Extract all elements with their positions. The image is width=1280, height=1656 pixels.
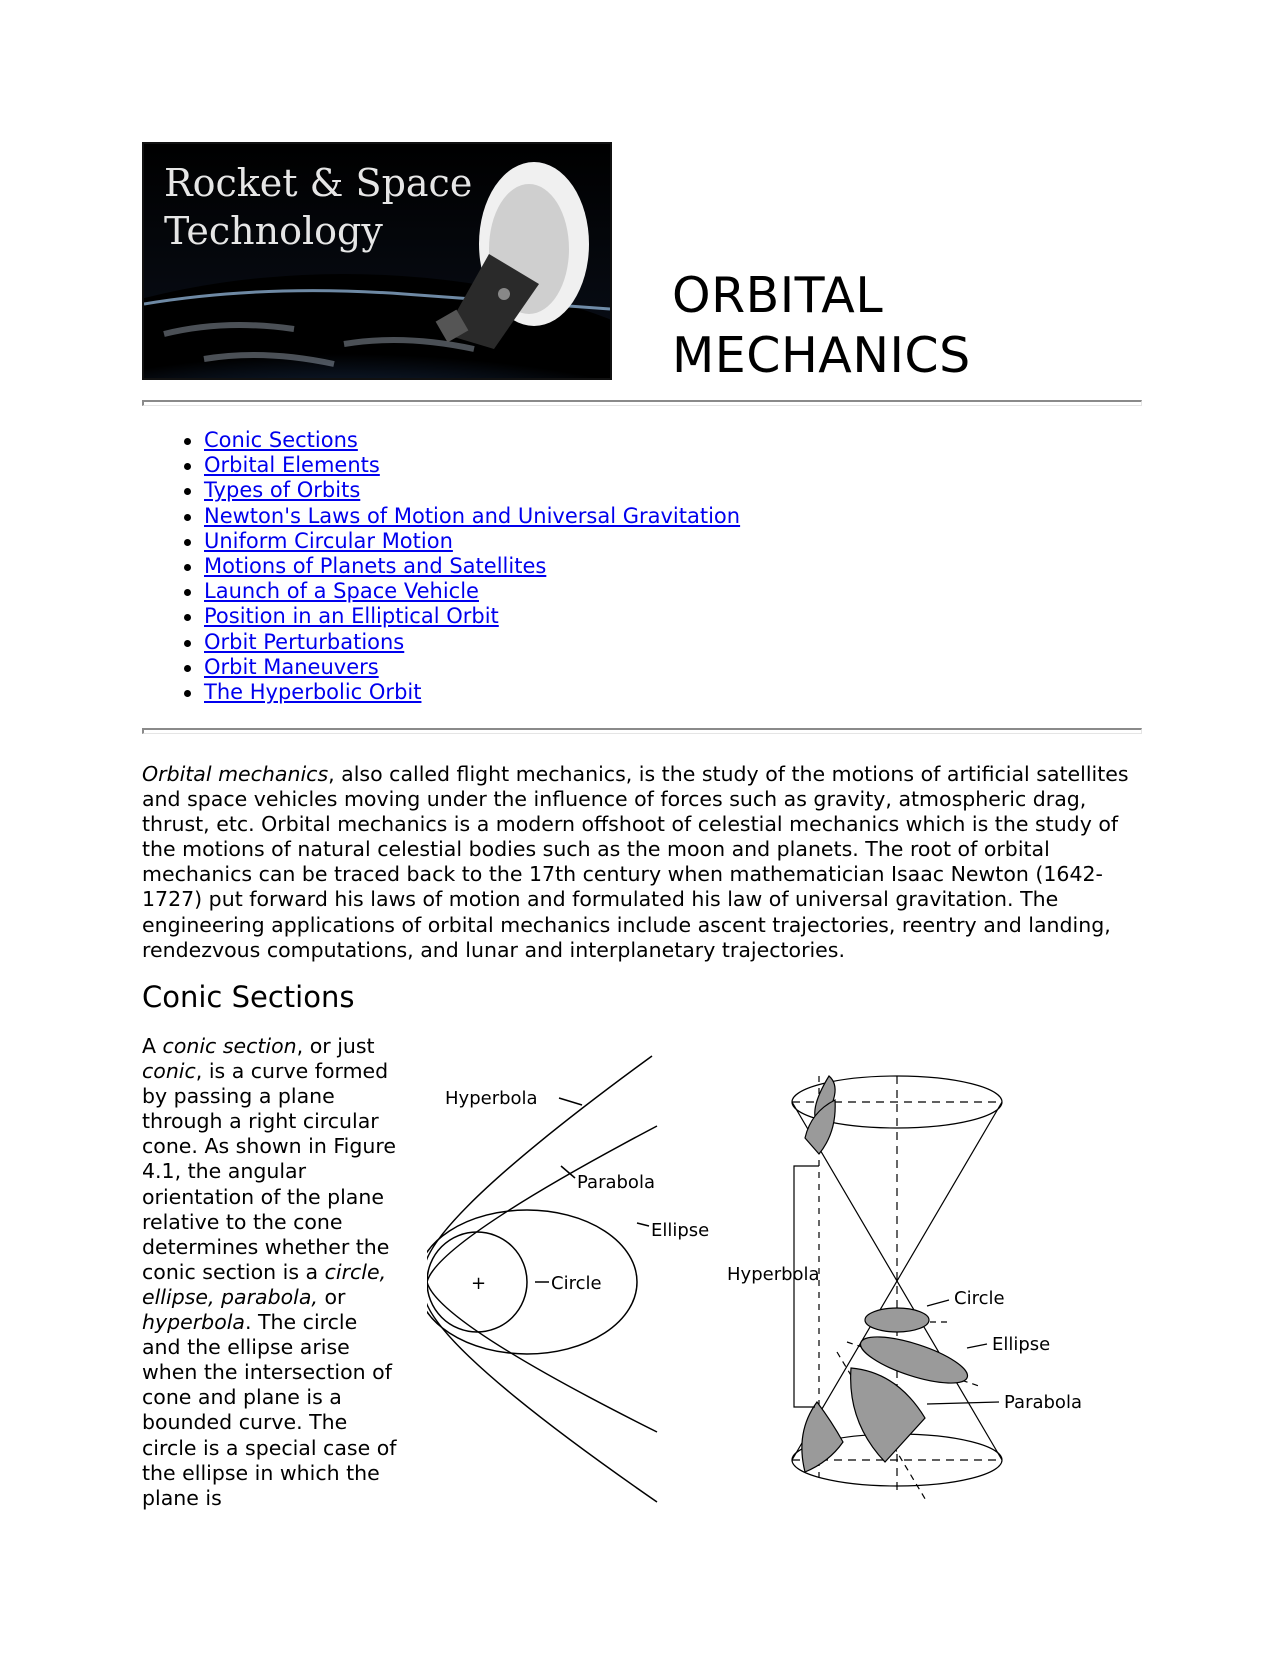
hyperbola-leader (559, 1098, 582, 1105)
conic-text-2: , or just (296, 1034, 375, 1058)
label-hyperbola-left: Hyperbola (445, 1088, 538, 1109)
ellipse-curve (427, 1210, 637, 1354)
label-hyperbola-right: Hyperbola (727, 1264, 820, 1285)
banner-line2: Technology (164, 209, 383, 253)
toc-item (204, 478, 740, 503)
conic-em-4: hyperbola (142, 1310, 245, 1335)
banner-line1: Rocket & Space (164, 161, 473, 205)
label-circle-left: Circle (551, 1273, 602, 1294)
label-parabola-right: Parabola (1004, 1392, 1082, 1413)
parabola-section (851, 1368, 925, 1462)
label-ellipse-right: Ellipse (992, 1334, 1051, 1355)
ellipse-leader (637, 1223, 649, 1226)
conic-text-4: or (317, 1284, 346, 1309)
figure-conic-sections (427, 1042, 1142, 1512)
label-circle-right: Circle (954, 1288, 1005, 1309)
toc-item (204, 428, 740, 453)
toc-item (204, 604, 740, 629)
toc-link-orbital-elements[interactable]: Orbital Elements (204, 453, 380, 478)
toc-item (204, 453, 740, 478)
divider-top (142, 400, 1142, 406)
ellipse-right-leader (967, 1344, 987, 1348)
page (142, 142, 1142, 1510)
label-ellipse-left: Ellipse (651, 1220, 710, 1241)
parabola-right-leader (927, 1402, 999, 1404)
toc-item (204, 529, 740, 554)
conic-em-3: circle, ellipse, parabola, (142, 1259, 387, 1309)
toc-link-newtons-laws[interactable]: Newton's Laws of Motion and Universal Gravitation (204, 503, 741, 528)
conic-paragraph (142, 1034, 397, 1511)
divider-bottom (142, 728, 1142, 734)
toc-item (204, 554, 740, 579)
page-title (672, 266, 971, 386)
lower-hyperbola-section (802, 1402, 843, 1472)
conic-em-2: conic (142, 1059, 196, 1084)
hyperbola-curve (427, 1056, 657, 1502)
circle-right-leader (927, 1300, 949, 1306)
toc-link-conic-sections[interactable]: Conic Sections (204, 428, 358, 452)
label-parabola-left: Parabola (577, 1172, 655, 1193)
banner-image (142, 142, 612, 380)
toc-item (204, 630, 740, 655)
intro-term: Orbital mechanics (142, 762, 329, 786)
conic-text-5: . The circle and the ellipse arise when the intersection of cone and plane is a bounded curve. The circle is a special case of the ellipse in which the plane is (142, 1310, 397, 1510)
page-title-line2: MECHANICS (672, 327, 971, 384)
section-heading-conic: Conic Sections (142, 980, 355, 1014)
toc-link-orbit-maneuvers[interactable]: Orbit Maneuvers (204, 654, 379, 679)
circle-section (865, 1308, 929, 1332)
toc-link-launch-space-vehicle[interactable]: Launch of a Space Vehicle (204, 579, 479, 604)
intro-text: , also called flight mechanics, is the study of the motions of artificial satellites and space vehicles moving under the influence of forces such as gravity, atmospheric drag, thrust, etc. Orbital mechanics is a modern offshoot of celestial mechanics which is the study of the motions of natural celestial bodies such as the moon and planets. The root of orbital mechanics can be traced back to the 17th century when mathematician Isaac Newton (1642-1727) put forward his laws of motion and formulated his law of universal gravitation. The engineering applications of orbital mechanics include ascent trajectories, reentry and landing, rendezvous computations, and lunar and interplanetary trajectories. (142, 762, 1129, 962)
toc-link-types-of-orbits[interactable]: Types of Orbits (204, 478, 361, 503)
conic-text-3: , is a curve formed by passing a plane through a right circular cone. As shown in Figure 4.1, the angular orientation of the plane relative to the cone determines whether the conic section is a (142, 1059, 396, 1284)
conic-diagram (427, 1042, 1142, 1512)
toc-link-orbit-perturbations[interactable]: Orbit Perturbations (204, 629, 405, 654)
intro-paragraph (142, 762, 1142, 963)
header (142, 142, 1142, 382)
conic-curves-diagram (427, 1056, 657, 1502)
toc-item (204, 504, 740, 529)
conic-em-1: conic section (162, 1034, 297, 1058)
toc-link-position-elliptical-orbit[interactable]: Position in an Elliptical Orbit (204, 604, 499, 629)
toc-item (204, 579, 740, 604)
toc-link-motions-planets-satellites[interactable]: Motions of Planets and Satellites (204, 554, 547, 579)
focus-marker: + (471, 1273, 487, 1294)
toc-item (204, 680, 740, 705)
hyperbola-bracket (794, 1166, 819, 1407)
toc-link-hyperbolic-orbit[interactable]: The Hyperbolic Orbit (204, 680, 422, 705)
toc-link-uniform-circular-motion[interactable]: Uniform Circular Motion (204, 528, 453, 553)
toc-item (204, 655, 740, 680)
conic-text-1: A (142, 1034, 163, 1058)
banner-graphic (144, 144, 610, 378)
table-of-contents (204, 428, 740, 705)
page-title-line1: ORBITAL (672, 267, 884, 324)
